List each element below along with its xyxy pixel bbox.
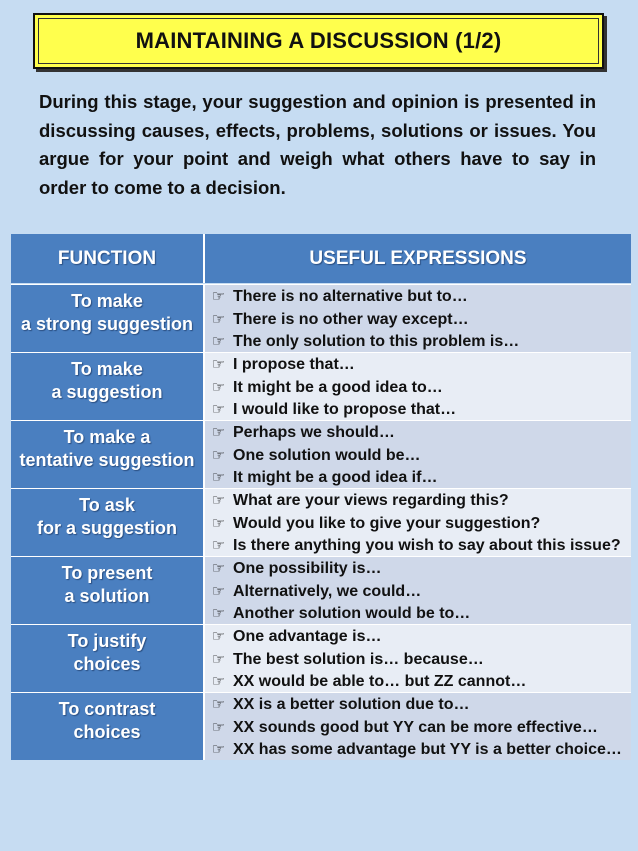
table-header <box>11 234 631 283</box>
expressions-cell <box>205 489 631 556</box>
expressions-cell <box>205 693 631 760</box>
expression-item <box>208 626 631 649</box>
expression-item <box>208 467 631 490</box>
expression-text: XX sounds good but YY can be more effective… <box>233 718 598 736</box>
function-label-line2: a strong suggestion <box>20 314 193 334</box>
expressions-cell <box>205 353 631 420</box>
expression-text: Perhaps we should… <box>233 424 395 441</box>
pointing-hand-icon: ☞ <box>211 650 226 668</box>
expressions-cell <box>205 285 631 352</box>
expression-item <box>208 513 631 536</box>
expression-item <box>208 445 631 468</box>
function-label-line2: a solution <box>64 586 150 606</box>
expression-item <box>208 399 631 422</box>
function-cell <box>11 693 205 760</box>
pointing-hand-icon: ☞ <box>211 333 226 350</box>
function-label-line1: To make <box>71 291 143 311</box>
function-label-line1: To ask <box>79 495 135 515</box>
expression-item <box>208 717 631 740</box>
expressions-cell <box>205 625 631 692</box>
expression-text: Is there anything you wish to say about this issue? <box>233 537 621 554</box>
expression-item <box>208 603 631 626</box>
pointing-hand-icon: ☞ <box>211 560 226 577</box>
expression-text: There is no alternative but to… <box>233 288 468 305</box>
expression-text: What are your views regarding this? <box>233 492 509 509</box>
expression-text: XX would be able to… but ZZ cannot… <box>233 673 527 690</box>
intro-paragraph: During this stage, your suggestion and opinion is presented in discussing causes, effects, problems, solutions or issues. You argue for your point and weigh what others have to say in order to come to a decision. <box>39 91 596 198</box>
pointing-hand-icon: ☞ <box>211 605 226 622</box>
table-row <box>11 692 631 760</box>
table-row <box>11 284 631 352</box>
pointing-hand-icon: ☞ <box>211 424 226 441</box>
function-label-line2: a suggestion <box>51 382 163 402</box>
function-label-line1: To make a <box>63 427 151 447</box>
expression-text: It might be a good idea to… <box>233 378 443 396</box>
pointing-hand-icon: ☞ <box>211 356 226 373</box>
function-cell <box>11 421 205 488</box>
title-banner <box>33 13 604 69</box>
expression-text: One advantage is… <box>233 628 382 645</box>
expression-text: The only solution to this problem is… <box>233 333 520 350</box>
expression-item <box>208 354 631 377</box>
table-row <box>11 624 631 692</box>
expression-text: Alternatively, we could… <box>233 582 422 600</box>
expression-text: The best solution is… because… <box>233 650 484 668</box>
function-cell <box>11 557 205 624</box>
pointing-hand-icon: ☞ <box>211 469 226 486</box>
pointing-hand-icon: ☞ <box>211 310 226 328</box>
expression-item <box>208 309 631 332</box>
expression-text: There is no other way except… <box>233 310 469 328</box>
pointing-hand-icon: ☞ <box>211 673 226 690</box>
pointing-hand-icon: ☞ <box>211 696 226 713</box>
function-label-line2: tentative suggestion <box>19 450 195 470</box>
function-label-line2: choices <box>73 654 141 674</box>
pointing-hand-icon: ☞ <box>211 401 226 418</box>
table-row <box>11 420 631 488</box>
pointing-hand-icon: ☞ <box>211 741 226 758</box>
expression-text: One possibility is… <box>233 560 382 577</box>
function-label-line1: To make <box>71 359 143 379</box>
function-label-line2: for a suggestion <box>36 518 177 538</box>
expression-item <box>208 739 631 762</box>
pointing-hand-icon: ☞ <box>211 492 226 509</box>
function-cell <box>11 489 205 556</box>
header-function: FUNCTION <box>11 234 205 283</box>
expression-text: XX has some advantage but YY is a better choice… <box>233 741 622 758</box>
expression-text: Would you like to give your suggestion? <box>233 514 541 532</box>
expression-text: Another solution would be to… <box>233 605 471 622</box>
pointing-hand-icon: ☞ <box>211 718 226 736</box>
expression-item <box>208 331 631 354</box>
function-cell <box>11 625 205 692</box>
expression-item <box>208 535 631 558</box>
page-title: MAINTAINING A DISCUSSION (1/2) <box>135 28 502 53</box>
function-label-line2: choices <box>73 722 141 742</box>
table-row <box>11 352 631 420</box>
expression-item <box>208 649 631 672</box>
expressions-cell <box>205 557 631 624</box>
expression-item <box>208 558 631 581</box>
pointing-hand-icon: ☞ <box>211 378 226 396</box>
function-label-line1: To contrast <box>58 699 156 719</box>
function-cell <box>11 353 205 420</box>
pointing-hand-icon: ☞ <box>211 446 226 464</box>
expression-text: I propose that… <box>233 356 355 373</box>
expression-item <box>208 694 631 717</box>
pointing-hand-icon: ☞ <box>211 514 226 532</box>
pointing-hand-icon: ☞ <box>211 288 226 305</box>
expression-item <box>208 490 631 513</box>
function-label-line1: To justify <box>67 631 147 651</box>
pointing-hand-icon: ☞ <box>211 582 226 600</box>
expression-item <box>208 422 631 445</box>
expression-text: XX is a better solution due to… <box>233 696 470 713</box>
expression-item <box>208 581 631 604</box>
expression-item <box>208 377 631 400</box>
expression-text: I would like to propose that… <box>233 401 457 418</box>
expression-item <box>208 286 631 309</box>
expression-text: It might be a good idea if… <box>233 469 438 486</box>
function-label-line1: To present <box>61 563 153 583</box>
table-row <box>11 488 631 556</box>
function-cell <box>11 285 205 352</box>
pointing-hand-icon: ☞ <box>211 537 226 554</box>
expressions-cell <box>205 421 631 488</box>
header-expressions: USEFUL EXPRESSIONS <box>205 234 631 283</box>
table-row <box>11 556 631 624</box>
expression-item <box>208 671 631 694</box>
pointing-hand-icon: ☞ <box>211 628 226 645</box>
expression-text: One solution would be… <box>233 446 421 464</box>
